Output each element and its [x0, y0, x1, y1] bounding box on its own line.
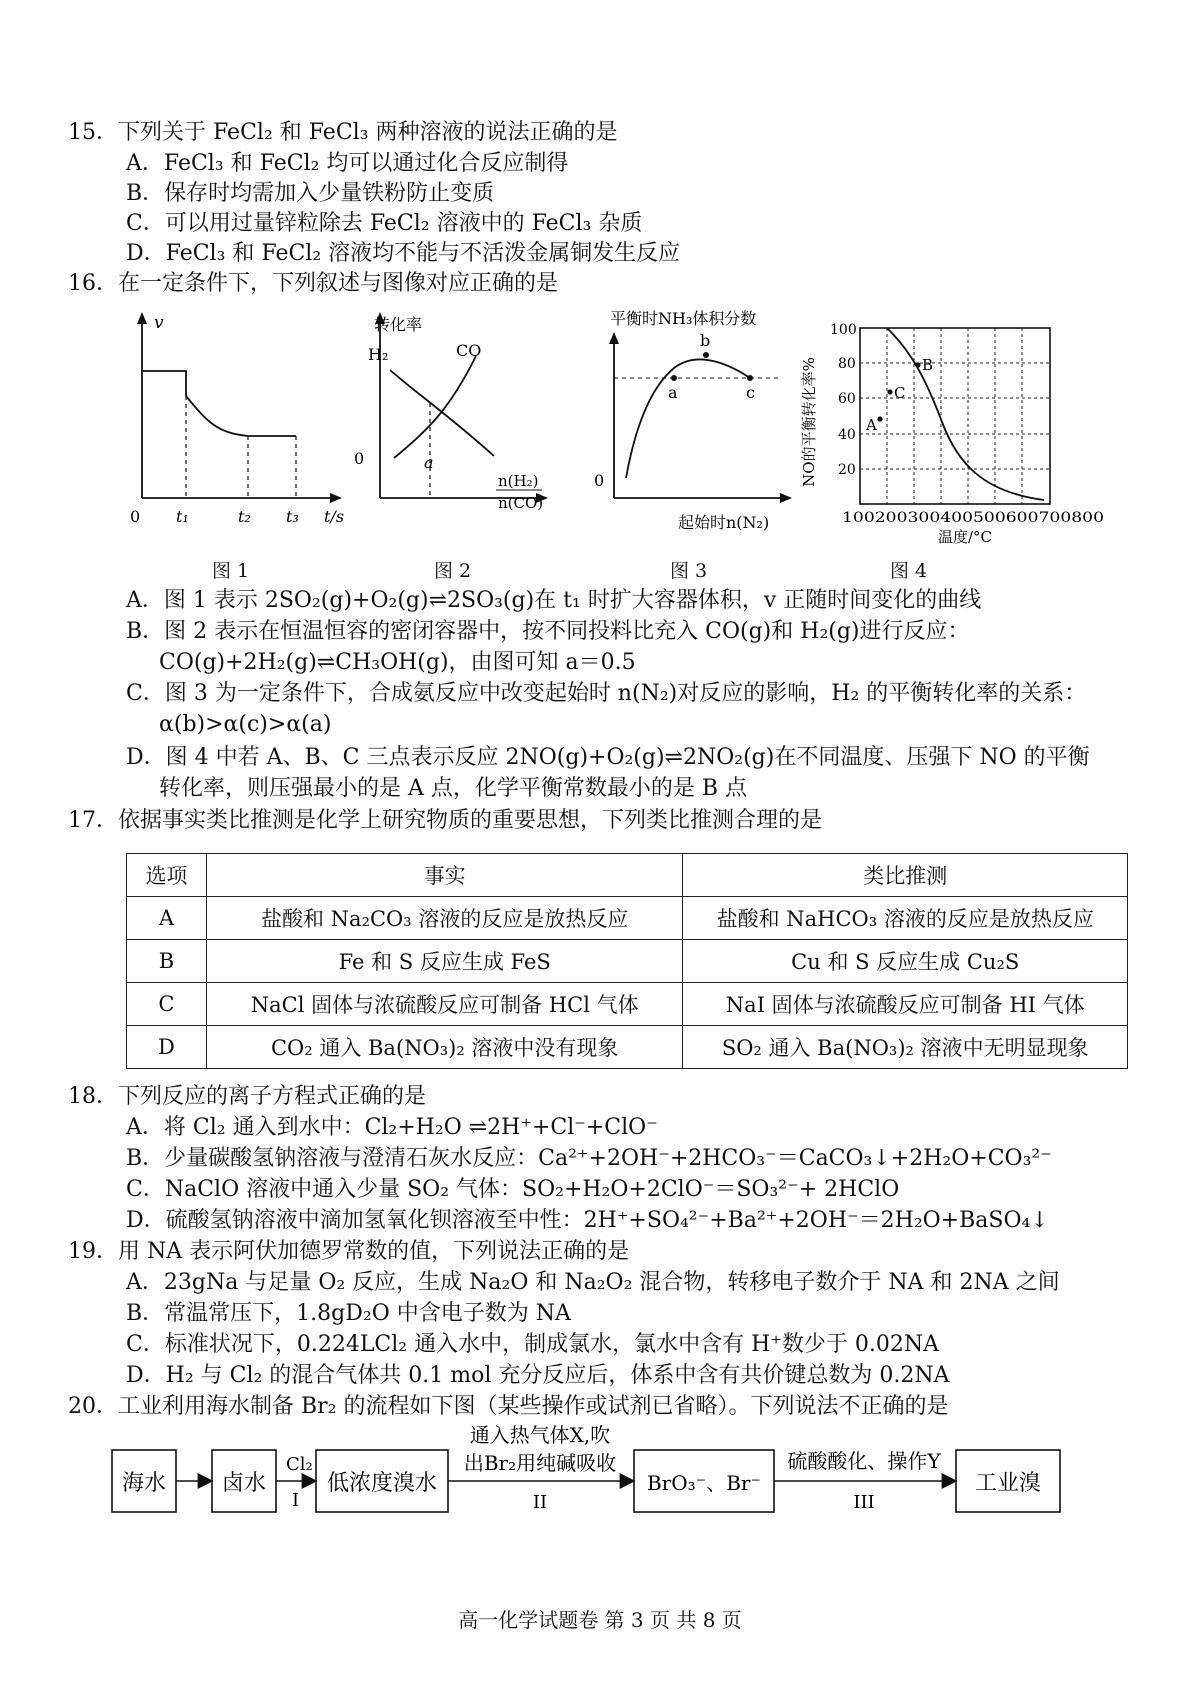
q16-option-c-cont: α(b)>α(c)>α(a) [159, 712, 332, 737]
q19-option-b: B．常温常压下，1.8gD₂O 中含电子数为 NA [126, 1301, 571, 1326]
q15-option-a: A．FeCl₃ 和 FeCl₂ 均可以通过化合反应制得 [126, 151, 569, 176]
fig4-point-c: C [894, 384, 906, 402]
q18-stem: 18．下列反应的离子方程式正确的是 [68, 1084, 426, 1109]
flow-step2-line1: 通入热气体X,吹 [469, 1423, 611, 1447]
fig3-origin: 0 [594, 471, 605, 490]
table-cell: CO₂ 通入 Ba(NO₃)₂ 溶液中没有现象 [206, 1026, 683, 1069]
fig1-t1: t₁ [176, 507, 189, 526]
fig1-t3: t₃ [286, 507, 299, 526]
fig2-origin: 0 [354, 449, 365, 468]
fig3-c: c [746, 383, 755, 402]
q18-option-d: D．硫酸氢钠溶液中滴加氢氧化钡溶液至中性：2H⁺+SO₄²⁻+Ba²⁺+2OH⁻＝2H₂O+BaSO₄↓ [126, 1208, 1049, 1233]
figure-2 [346, 308, 566, 548]
q19-option-c: C．标准状况下，0.224LCl₂ 通入水中，制成氯水，氯水中含有 H⁺数少于 0.02NA [126, 1332, 940, 1357]
figure-1 [128, 308, 368, 548]
q15-option-c: C．可以用过量锌粒除去 FeCl₂ 溶液中的 FeCl₃ 杂质 [126, 211, 643, 236]
table-row [127, 1026, 1128, 1069]
flow-step2-line2: 出Br₂用纯碱吸收 [463, 1451, 617, 1475]
fig3-a: a [668, 383, 678, 402]
flow-step3-reagent: 硫酸酸化、操作Y [787, 1449, 941, 1473]
q16-stem: 16．在一定条件下，下列叙述与图像对应正确的是 [68, 271, 558, 296]
fig4-ytick-80: 80 [838, 356, 856, 372]
table-row [127, 897, 1128, 940]
page-footer: 高一化学试题卷 第 3 页 共 8 页 [458, 1608, 742, 1632]
q15-option-b: B．保存时均需加入少量铁粉防止变质 [126, 181, 495, 206]
fig4-ytick-60: 60 [838, 391, 856, 407]
fig2-a: a [424, 453, 434, 472]
q20-stem: 20．工业利用海水制备 Br₂ 的流程如下图（某些操作或试剂已省略）。下列说法不正确的是 [68, 1394, 949, 1419]
q16-option-a: A．图 1 表示 2SO₂(g)+O₂(g)⇌2SO₃(g)在 t₁ 时扩大容器体积，v 正随时间变化的曲线 [126, 588, 982, 613]
table-cell: Fe 和 S 反应生成 FeS [206, 940, 683, 983]
analogy-table [126, 853, 1128, 1069]
q16-option-d: D．图 4 中若 A、B、C 三点表示反应 2NO(g)+O₂(g)⇌2NO₂(g)在不同温度、压强下 NO 的平衡 [126, 745, 1090, 770]
fig4-xticks: 100200300400500600700800 [842, 510, 1104, 526]
table-cell: B [127, 940, 207, 983]
q19-option-d: D．H₂ 与 Cl₂ 的混合气体共 0.1 mol 充分反应后，体系中含有共价键总数为 0.2NA [126, 1363, 950, 1388]
table-header-row [127, 854, 1128, 897]
fig3-caption: 图 3 [670, 560, 708, 582]
table-cell: D [127, 1026, 207, 1069]
fig1-ylabel: v [154, 313, 164, 333]
flow-step2-label: II [532, 1492, 548, 1513]
fig3-xlabel: 起始时n(N₂) [678, 513, 770, 532]
table-cell: A [127, 897, 207, 940]
fig3-ylabel: 平衡时NH₃体积分数 [610, 309, 757, 328]
flow-step3-label: III [853, 1492, 875, 1513]
fig3-b: b [700, 331, 711, 350]
flow-box-brine-label: 卤水 [221, 1471, 267, 1496]
table-header: 类比推测 [683, 854, 1128, 897]
fig2-h2-label: H₂ [368, 345, 389, 364]
flow-box-industrial-bromine-label: 工业溴 [974, 1471, 1042, 1496]
table-cell: 盐酸和 Na₂CO₃ 溶液的反应是放热反应 [206, 897, 683, 940]
fig2-x-numerator: n(H₂) [498, 472, 539, 490]
fig4-point-b: B [922, 356, 934, 374]
fig4-ytick-100: 100 [830, 322, 857, 338]
bromine-flow-diagram [110, 1423, 1120, 1552]
table-cell: 盐酸和 NaHCO₃ 溶液的反应是放热反应 [683, 897, 1128, 940]
q18-option-b: B．少量碳酸氢钠溶液与澄清石灰水反应：Ca²⁺+2OH⁻+2HCO₃⁻＝CaCO₃↓+2H₂O+CO₃²⁻ [126, 1146, 1052, 1171]
fig4-ytick-40: 40 [838, 427, 856, 443]
table-row [127, 940, 1128, 983]
flow-box-dilute-bromine-label: 低浓度溴水 [326, 1471, 438, 1496]
table-row [127, 983, 1128, 1026]
table-cell: SO₂ 通入 Ba(NO₃)₂ 溶液中无明显现象 [683, 1026, 1128, 1069]
q18-option-a: A．将 Cl₂ 通入到水中：Cl₂+H₂O ⇌2H⁺+Cl⁻+ClO⁻ [126, 1115, 658, 1140]
flow-box-seawater-label: 海水 [121, 1471, 167, 1496]
figure-3 [590, 308, 810, 548]
q16-option-b-cont: CO(g)+2H₂(g)⇌CH₃OH(g)，由图可知 a＝0.5 [159, 650, 636, 675]
table-cell: C [127, 983, 207, 1026]
fig4-point-a: A [866, 416, 877, 434]
figure-4 [800, 322, 1122, 548]
fig4-ylabel: NO的平衡转化率% [800, 357, 818, 487]
fig4-ytick-20: 20 [838, 462, 856, 478]
fig1-origin: 0 [130, 507, 141, 526]
q19-option-a: A．23gNa 与足量 O₂ 反应，生成 Na₂O 和 Na₂O₂ 混合物，转移电子数介于 NA 和 2NA 之间 [126, 1270, 1060, 1295]
flow-step1-label: I [292, 1490, 300, 1511]
flow-box-bromate-bromide-label: BrO₃⁻、Br⁻ [646, 1471, 762, 1495]
q16-option-b: B．图 2 表示在恒温恒容的密闭容器中，按不同投料比充入 CO(g)和 H₂(g)进行反应： [126, 619, 970, 644]
q18-option-c: C．NaClO 溶液中通入少量 SO₂ 气体：SO₂+H₂O+2ClO⁻＝SO₃²⁻+ 2HClO [126, 1177, 900, 1202]
q15-stem: 15．下列关于 FeCl₂ 和 FeCl₃ 两种溶液的说法正确的是 [68, 120, 618, 145]
flow-step1-reagent: Cl₂ [286, 1454, 313, 1475]
table-cell: NaCl 固体与浓硫酸反应可制备 HCl 气体 [206, 983, 683, 1026]
q19-stem: 19．用 NA 表示阿伏加德罗常数的值，下列说法正确的是 [68, 1239, 630, 1264]
fig2-x-denominator: n(CO) [498, 494, 544, 512]
fig4-xlabel: 温度/°C [938, 528, 993, 546]
q15-option-d: D．FeCl₃ 和 FeCl₂ 溶液均不能与不活泼金属铜发生反应 [126, 241, 681, 266]
table-cell: NaI 固体与浓硫酸反应可制备 HI 气体 [683, 983, 1128, 1026]
fig1-caption: 图 1 [212, 560, 250, 582]
table-header: 选项 [127, 854, 207, 897]
q16-option-d-cont: 转化率，则压强最小的是 A 点，化学平衡常数最小的是 B 点 [159, 776, 748, 801]
table-header: 事实 [206, 854, 683, 897]
fig1-t2: t₂ [238, 507, 251, 526]
table-cell: Cu 和 S 反应生成 Cu₂S [683, 940, 1128, 983]
fig2-caption: 图 2 [434, 560, 472, 582]
q16-option-c: C．图 3 为一定条件下，合成氨反应中改变起始时 n(N₂)对反应的影响，H₂ 的平衡转化率的关系： [126, 681, 1087, 706]
q17-stem: 17．依据事实类比推测是化学上研究物质的重要思想，下列类比推测合理的是 [68, 808, 822, 833]
fig2-ylabel: 转化率 [374, 315, 423, 334]
fig2-co-label: CO [456, 341, 482, 360]
fig1-xunit: t/s [324, 507, 345, 526]
fig4-caption: 图 4 [890, 560, 928, 582]
